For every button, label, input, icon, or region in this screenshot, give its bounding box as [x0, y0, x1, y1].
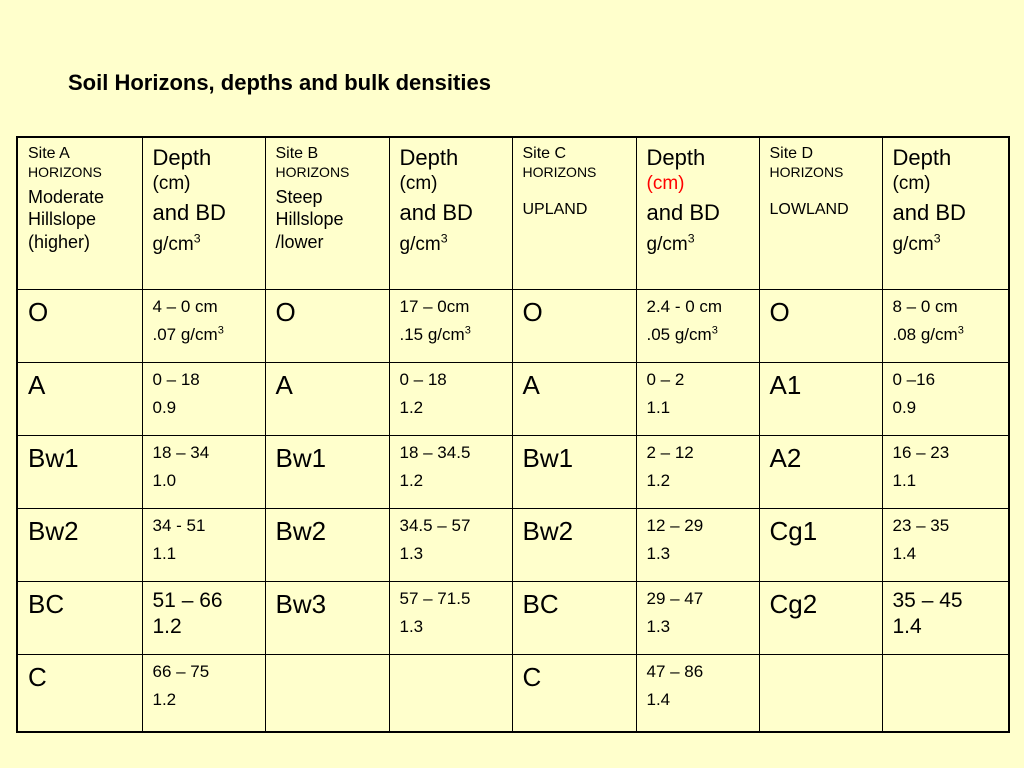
horizon-cell: Cg2 — [759, 581, 882, 654]
horizon-cell: Bw1 — [512, 435, 636, 508]
table-row — [17, 362, 1009, 435]
table-row — [17, 581, 1009, 654]
depth-bd-cell: 18 – 34.5 1.2 — [389, 435, 512, 508]
depth-bd-cell: 0 –16 0.9 — [882, 362, 1009, 435]
depth-bd-cell: 47 – 86 1.4 — [636, 654, 759, 732]
horizon-cell: C — [512, 654, 636, 732]
depth-bd-cell — [882, 654, 1009, 732]
header-site-c: Site C HORIZONS UPLAND — [512, 137, 636, 289]
header-depth-c: Depth (cm) and BD $g/cm^3$ — [636, 137, 759, 289]
depth-bd-cell: 57 – 71.5 1.3 — [389, 581, 512, 654]
horizon-cell: C — [17, 654, 142, 732]
depth-bd-cell: 2 – 12 1.2 — [636, 435, 759, 508]
header-depth-b: Depth (cm) and BD $g/cm^3$ — [389, 137, 512, 289]
depth-unit-highlight: (cm) — [646, 172, 685, 194]
table-row — [17, 508, 1009, 581]
horizon-cell: O — [265, 289, 389, 362]
horizon-cell — [759, 654, 882, 732]
depth-bd-cell: 35 – 45 1.4 — [882, 581, 1009, 654]
table-row — [17, 289, 1009, 362]
table-row — [17, 435, 1009, 508]
depth-bd-cell: 0 – 18 0.9 — [142, 362, 265, 435]
depth-bd-cell: 17 – 0cm .15 $g/cm^3$ — [389, 289, 512, 362]
depth-bd-cell: 34.5 – 57 1.3 — [389, 508, 512, 581]
depth-bd-cell: 4 – 0 cm .07 $g/cm^3$ — [142, 289, 265, 362]
horizon-cell: Bw3 — [265, 581, 389, 654]
horizon-cell: O — [17, 289, 142, 362]
depth-bd-cell: 8 – 0 cm .08 $g/cm^3$ — [882, 289, 1009, 362]
horizon-cell: Bw2 — [512, 508, 636, 581]
depth-bd-cell: 16 – 23 1.1 — [882, 435, 1009, 508]
depth-bd-cell: 34 - 51 1.1 — [142, 508, 265, 581]
horizon-cell: A — [265, 362, 389, 435]
depth-bd-cell — [389, 654, 512, 732]
depth-bd-cell: 29 – 47 1.3 — [636, 581, 759, 654]
page-title: Soil Horizons, depths and bulk densities — [68, 70, 491, 95]
horizon-cell: A — [512, 362, 636, 435]
horizon-cell: Bw1 — [265, 435, 389, 508]
header-depth-a: Depth (cm) and BD $g/cm^3$ — [142, 137, 265, 289]
depth-bd-cell: 12 – 29 1.3 — [636, 508, 759, 581]
depth-bd-cell: 66 – 75 1.2 — [142, 654, 265, 732]
table-row — [17, 654, 1009, 732]
depth-bd-cell: 0 – 18 1.2 — [389, 362, 512, 435]
header-site-a: Site A HORIZONS Moderate Hillslope (higher) — [17, 137, 142, 289]
header-depth-d: Depth (cm) and BD $g/cm^3$ — [882, 137, 1009, 289]
horizon-cell: BC — [17, 581, 142, 654]
depth-bd-cell: 51 – 66 1.2 — [142, 581, 265, 654]
depth-bd-cell: 0 – 2 1.1 — [636, 362, 759, 435]
horizon-cell: BC — [512, 581, 636, 654]
horizon-cell: A2 — [759, 435, 882, 508]
horizon-cell: Bw1 — [17, 435, 142, 508]
horizon-cell: Cg1 — [759, 508, 882, 581]
depth-bd-cell: 23 – 35 1.4 — [882, 508, 1009, 581]
depth-bd-cell: 18 – 34 1.0 — [142, 435, 265, 508]
soil-horizons-table — [16, 136, 1010, 733]
depth-bd-cell: 2.4 - 0 cm .05 $g/cm^3$ — [636, 289, 759, 362]
header-site-b: Site B HORIZONS Steep Hillslope /lower — [265, 137, 389, 289]
horizon-cell: Bw2 — [17, 508, 142, 581]
horizon-cell: A1 — [759, 362, 882, 435]
horizon-cell — [265, 654, 389, 732]
table-header-row — [17, 137, 1009, 289]
horizon-cell: A — [17, 362, 142, 435]
horizon-cell: O — [759, 289, 882, 362]
horizon-cell: Bw2 — [265, 508, 389, 581]
horizon-cell: O — [512, 289, 636, 362]
header-site-d: Site D HORIZONS LOWLAND — [759, 137, 882, 289]
